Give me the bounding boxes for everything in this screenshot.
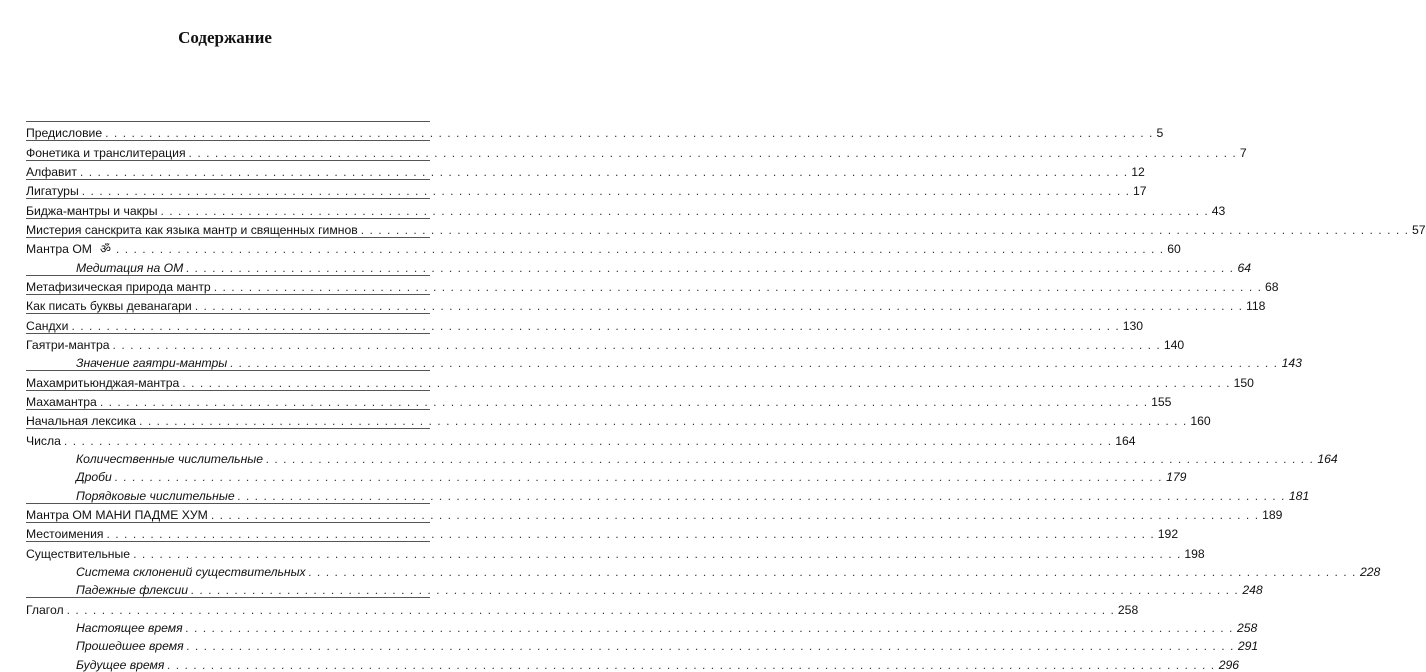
toc-entry[interactable] bbox=[26, 179, 1147, 199]
toc-page-number: 291 bbox=[1237, 639, 1259, 654]
dot-leader: . . . . . . . . . . . . . . . . . . . . . . . . . . . . . . . . . . . . . . . . . . . . . . . . . . . . . . . . . . . . . . . . . . . . . . . . . . . . . . . . . . . . . . . . . . . . . . . . . . . . . . . . . . . . . . . . . . . . . . . . bbox=[167, 657, 1216, 672]
toc-subentry[interactable] bbox=[26, 256, 1252, 275]
toc-entry[interactable] bbox=[26, 275, 1279, 294]
dot-leader: . . . . . . . . . . . . . . . . . . . . . . . . . . . . . . . . . . . . . . . . . . . . . . . . . . . . . . . . . . . . . . . . . . . . . . . . . . . . . . . . . . . . . . . . . . . . . . . . . . . . . . . . . . . . . . . . . . . . . . . . bbox=[186, 639, 1235, 654]
toc-entry-label: Махамантра bbox=[26, 394, 97, 409]
toc-entry[interactable] bbox=[26, 237, 1181, 257]
toc-subentry[interactable] bbox=[26, 484, 1310, 503]
toc-entry-label: Медитация на ОМ bbox=[76, 260, 184, 275]
toc-page-number: 179 bbox=[1166, 470, 1187, 485]
dot-leader: . . . . . . . . . . . . . . . . . . . . . . . . . . . . . . . . . . . . . . . . . . . . . . . . . . . . . . . . . . . . . . . . . . . . . . . . . . . . . . . . . . . . . . . . . . . . . . . . . . . . . . . . . . . . . . . . . . . . . . . . bbox=[139, 414, 1188, 429]
toc-entry-label: Падежные флексии bbox=[76, 583, 189, 598]
toc-subentry[interactable] bbox=[26, 466, 1187, 485]
toc-page-number: 164 bbox=[1115, 433, 1136, 448]
toc-entry[interactable] bbox=[26, 218, 1426, 237]
dot-leader: . . . . . . . . . . . . . . . . . . . . . . . . . . . . . . . . . . . . . . . . . . . . . . . . . . . . . . . . . . . . . . . . . . . . . . . . . . . . . . . . . . . . . . . . . . . . . . . . . . . . . . . . . . . . . . . . . . . . . . . . bbox=[185, 620, 1234, 635]
toc-page-number: 60 bbox=[1167, 242, 1181, 257]
toc-entry-label: Система склонений существительных bbox=[76, 564, 306, 579]
toc-entry[interactable] bbox=[26, 390, 1172, 409]
toc-page-number: 198 bbox=[1184, 546, 1205, 561]
dot-leader: . . . . . . . . . . . . . . . . . . . . . . . . . . . . . . . . . . . . . . . . . . . . . . . . . . . . . . . . . . . . . . . . . . . . . . . . . . . . . . . . . . . . . . . . . . . . . . . . . . . . . . . . . . . . . . . . . . . . . . . . bbox=[115, 242, 1165, 257]
om-symbol-icon: ॐ bbox=[99, 242, 111, 257]
toc-entry-label: Порядковые числительные bbox=[76, 488, 235, 503]
toc-entry-label: Махамритьюнджая-мантра bbox=[26, 375, 180, 390]
dot-leader: . . . . . . . . . . . . . . . . . . . . . . . . . . . . . . . . . . . . . . . . . . . . . . . . . . . . . . . . . . . . . . . . . . . . . . . . . . . . . . . . . . . . . . . . . . . . . . . . . . . . . . . . . . . . . . . . . . . . . . . . bbox=[210, 507, 1260, 522]
toc-page-number: 189 bbox=[1262, 507, 1283, 522]
toc-entry-label: Значение гаятри-мантры bbox=[76, 356, 228, 371]
toc-page-number: 5 bbox=[1156, 126, 1164, 141]
toc-entry[interactable] bbox=[26, 313, 1144, 333]
toc-page-number: 248 bbox=[1242, 583, 1263, 598]
dot-leader: . . . . . . . . . . . . . . . . . . . . . . . . . . . . . . . . . . . . . . . . . . . . . . . . . . . . . . . . . . . . . . . . . . . . . . . . . . . . . . . . . . . . . . . . . . . . . . . . . . . . . . . . . . . . . . . . . . . . . . . . bbox=[105, 126, 1154, 141]
toc-page-number: 140 bbox=[1163, 337, 1185, 352]
toc-entry[interactable] bbox=[26, 409, 1211, 429]
dot-leader: . . . . . . . . . . . . . . . . . . . . . . . . . . . . . . . . . . . . . . . . . . . . . . . . . . . . . . . . . . . . . . . . . . . . . . . . . . . . . . . . . . . . . . . . . . . . . . . . . . . . . . . . . . . . . . . . . . . . . . . . bbox=[160, 203, 1209, 218]
dot-leader: . . . . . . . . . . . . . . . . . . . . . . . . . . . . . . . . . . . . . . . . . . . . . . . . . . . . . . . . . . . . . . . . . . . . . . . . . . . . . . . . . . . . . . . . . . . . . . . . . . . . . . . . . . . . . . . . . . . . . . . . bbox=[99, 394, 1149, 409]
toc-entry-label: Мантра ОМ МАНИ ПАДМЕ ХУМ bbox=[26, 507, 208, 522]
toc-entry-label: Гаятри-мантра bbox=[26, 337, 110, 352]
dot-leader: . . . . . . . . . . . . . . . . . . . . . . . . . . . . . . . . . . . . . . . . . . . . . . . . . . . . . . . . . . . . . . . . . . . . . . . . . . . . . . . . . . . . . . . . . . . . . . . . . . . . . . . . . . . . . . . . . . . . . . . . bbox=[230, 356, 1279, 371]
toc-entry-label: Фонетика и транслитерация bbox=[26, 145, 186, 160]
toc-entry-label: Сандхи bbox=[26, 318, 69, 333]
toc-entry-label: Лигатуры bbox=[26, 184, 79, 199]
toc-entry[interactable] bbox=[26, 503, 1283, 522]
toc-entry[interactable] bbox=[26, 597, 1139, 617]
toc-page-number: 68 bbox=[1264, 279, 1279, 294]
dot-leader: . . . . . . . . . . . . . . . . . . . . . . . . . . . . . . . . . . . . . . . . . . . . . . . . . . . . . . . . . . . . . . . . . . . . . . . . . . . . . . . . . . . . . . . . . . . . . . . . . . . . . . . . . . . . . . . . . . . . . . . . bbox=[191, 583, 1240, 598]
toc-subentry[interactable] bbox=[26, 561, 1381, 579]
toc-page-number: 43 bbox=[1211, 203, 1226, 218]
toc-entry-label: Как писать буквы деванагари bbox=[26, 299, 192, 314]
toc-entry-label: Числа bbox=[26, 433, 61, 448]
page-title: Содержание bbox=[178, 28, 272, 47]
toc-entry-label: Будущее время bbox=[76, 657, 165, 672]
dot-leader: . . . . . . . . . . . . . . . . . . . . . . . . . . . . . . . . . . . . . . . . . . . . . . . . . . . . . . . . . . . . . . . . . . . . . . . . . . . . . . . . . . . . . . . . . . . . . . . . . . . . . . . . . . . . . . . . . . . . . . . . bbox=[194, 299, 1244, 314]
toc-entry-label: Глагол bbox=[26, 602, 64, 617]
toc-page-number: 64 bbox=[1237, 260, 1252, 275]
toc-entry-label: Начальная лексика bbox=[26, 414, 137, 429]
dot-leader: . . . . . . . . . . . . . . . . . . . . . . . . . . . . . . . . . . . . . . . . . . . . . . . . . . . . . . . . . . . . . . . . . . . . . . . . . . . . . . . . . . . . . . . . . . . . . . . . . . . . . . . . . . . . . . . . . . . . . . . . bbox=[81, 184, 1130, 199]
toc-page-number: 228 bbox=[1359, 564, 1381, 579]
dot-leader: . . . . . . . . . . . . . . . . . . . . . . . . . . . . . . . . . . . . . . . . . . . . . . . . . . . . . . . . . . . . . . . . . . . . . . . . . . . . . . . . . . . . . . . . . . . . . . . . . . . . . . . . . . . . . . . . . . . . . . . . bbox=[133, 546, 1182, 561]
dot-leader: . . . . . . . . . . . . . . . . . . . . . . . . . . . . . . . . . . . . . . . . . . . . . . . . . . . . . . . . . . . . . . . . . . . . . . . . . . . . . . . . . . . . . . . . . . . . . . . . . . . . . . . . . . . . . . . . . . . . . . . . bbox=[114, 470, 1164, 485]
toc-entry-label: Существительные bbox=[26, 546, 131, 561]
table-of-contents bbox=[26, 121, 1426, 672]
toc-entry[interactable] bbox=[26, 140, 1247, 160]
toc-subentry[interactable] bbox=[26, 579, 1263, 598]
dot-leader: . . . . . . . . . . . . . . . . . . . . . . . . . . . . . . . . . . . . . . . . . . . . . . . . . . . . . . . . . . . . . . . . . . . . . . . . . . . . . . . . . . . . . . . . . . . . . . . . . . . . . . . . . . . . . . . . . . . . . . . . bbox=[79, 164, 1129, 179]
toc-page-number: 150 bbox=[1233, 375, 1254, 390]
dot-leader: . . . . . . . . . . . . . . . . . . . . . . . . . . . . . . . . . . . . . . . . . . . . . . . . . . . . . . . . . . . . . . . . . . . . . . . . . . . . . . . . . . . . . . . . . . . . . . . . . . . . . . . . . . . . . . . . . . . . . . . . bbox=[213, 279, 1262, 294]
toc-entry-label: Прошедшее время bbox=[76, 639, 184, 654]
dot-leader: . . . . . . . . . . . . . . . . . . . . . . . . . . . . . . . . . . . . . . . . . . . . . . . . . . . . . . . . . . . . . . . . . . . . . . . . . . . . . . . . . . . . . . . . . . . . . . . . . . . . . . . . . . . . . . . . . . . . . . . . bbox=[308, 564, 1357, 579]
toc-entry-label: Мантра ОМ bbox=[26, 242, 92, 257]
dot-leader: . . . . . . . . . . . . . . . . . . . . . . . . . . . . . . . . . . . . . . . . . . . . . . . . . . . . . . . . . . . . . . . . . . . . . . . . . . . . . . . . . . . . . . . . . . . . . . . . . . . . . . . . . . . . . . . . . . . . . . . . bbox=[188, 145, 1237, 160]
toc-page-number: 164 bbox=[1317, 451, 1338, 466]
toc-entry-label: Метафизическая природа мантр bbox=[26, 279, 211, 294]
toc-page-number: 296 bbox=[1218, 657, 1240, 672]
dot-leader: . . . . . . . . . . . . . . . . . . . . . . . . . . . . . . . . . . . . . . . . . . . . . . . . . . . . . . . . . . . . . . . . . . . . . . . . . . . . . . . . . . . . . . . . . . . . . . . . . . . . . . . . . . . . . . . . . . . . . . . . bbox=[186, 260, 1235, 275]
toc-entry[interactable] bbox=[26, 121, 1164, 141]
dot-leader: . . . . . . . . . . . . . . . . . . . . . . . . . . . . . . . . . . . . . . . . . . . . . . . . . . . . . . . . . . . . . . . . . . . . . . . . . . . . . . . . . . . . . . . . . . . . . . . . . . . . . . . . . . . . . . . . . . . . . . . . bbox=[360, 222, 1410, 237]
toc-page-number: 181 bbox=[1288, 488, 1310, 503]
toc-subentry[interactable] bbox=[26, 352, 1302, 371]
toc-subentry[interactable] bbox=[26, 635, 1259, 654]
toc-subentry[interactable] bbox=[26, 653, 1240, 672]
toc-entry-label: Настоящее время bbox=[76, 620, 183, 635]
dot-leader: . . . . . . . . . . . . . . . . . . . . . . . . . . . . . . . . . . . . . . . . . . . . . . . . . . . . . . . . . . . . . . . . . . . . . . . . . . . . . . . . . . . . . . . . . . . . . . . . . . . . . . . . . . . . . . . . . . . . . . . . bbox=[66, 602, 1115, 617]
toc-entry[interactable] bbox=[26, 428, 1136, 448]
toc-page-number: 17 bbox=[1133, 184, 1147, 199]
toc-entry[interactable] bbox=[26, 198, 1226, 218]
toc-entry-label: Дроби bbox=[76, 470, 112, 485]
toc-entry-label: Местоимения bbox=[26, 527, 104, 542]
toc-subentry[interactable] bbox=[26, 448, 1338, 466]
toc-page-number: 258 bbox=[1117, 602, 1139, 617]
toc-page-number: 57 bbox=[1412, 222, 1426, 237]
toc-page-number: 118 bbox=[1246, 299, 1266, 314]
toc-entry[interactable] bbox=[26, 294, 1266, 314]
toc-page-number: 160 bbox=[1190, 414, 1211, 429]
toc-page-number: 155 bbox=[1151, 394, 1172, 409]
toc-entry-label: Предисловие bbox=[26, 126, 103, 141]
toc-entry-label: Мистерия санскрита как языка мантр и священных гимнов bbox=[26, 222, 358, 237]
toc-entry[interactable] bbox=[26, 522, 1179, 542]
dot-leader: . . . . . . . . . . . . . . . . . . . . . . . . . . . . . . . . . . . . . . . . . . . . . . . . . . . . . . . . . . . . . . . . . . . . . . . . . . . . . . . . . . . . . . . . . . . . . . . . . . . . . . . . . . . . . . . . . . . . . . . . bbox=[237, 488, 1286, 503]
toc-entry[interactable] bbox=[26, 370, 1254, 390]
toc-page-number: 192 bbox=[1157, 527, 1179, 542]
dot-leader: . . . . . . . . . . . . . . . . . . . . . . . . . . . . . . . . . . . . . . . . . . . . . . . . . . . . . . . . . . . . . . . . . . . . . . . . . . . . . . . . . . . . . . . . . . . . . . . . . . . . . . . . . . . . . . . . . . . . . . . . bbox=[266, 451, 1315, 466]
toc-page-number: 7 bbox=[1239, 145, 1247, 160]
toc-subentry[interactable] bbox=[26, 617, 1258, 635]
dot-leader: . . . . . . . . . . . . . . . . . . . . . . . . . . . . . . . . . . . . . . . . . . . . . . . . . . . . . . . . . . . . . . . . . . . . . . . . . . . . . . . . . . . . . . . . . . . . . . . . . . . . . . . . . . . . . . . . . . . . . . . . bbox=[71, 318, 1120, 333]
toc-page-number: 258 bbox=[1236, 620, 1258, 635]
toc-entry-label: Количественные числительные bbox=[76, 451, 264, 466]
toc-page-number: 130 bbox=[1122, 318, 1144, 333]
toc-page-number: 143 bbox=[1281, 356, 1302, 371]
dot-leader: . . . . . . . . . . . . . . . . . . . . . . . . . . . . . . . . . . . . . . . . . . . . . . . . . . . . . . . . . . . . . . . . . . . . . . . . . . . . . . . . . . . . . . . . . . . . . . . . . . . . . . . . . . . . . . . . . . . . . . . . bbox=[112, 337, 1161, 352]
toc-entry-label: Алфавит bbox=[26, 164, 77, 179]
toc-entry[interactable] bbox=[26, 541, 1205, 561]
dot-leader: . . . . . . . . . . . . . . . . . . . . . . . . . . . . . . . . . . . . . . . . . . . . . . . . . . . . . . . . . . . . . . . . . . . . . . . . . . . . . . . . . . . . . . . . . . . . . . . . . . . . . . . . . . . . . . . . . . . . . . . . bbox=[106, 527, 1155, 542]
toc-entry[interactable] bbox=[26, 333, 1185, 352]
toc-entry[interactable] bbox=[26, 160, 1145, 179]
dot-leader: . . . . . . . . . . . . . . . . . . . . . . . . . . . . . . . . . . . . . . . . . . . . . . . . . . . . . . . . . . . . . . . . . . . . . . . . . . . . . . . . . . . . . . . . . . . . . . . . . . . . . . . . . . . . . . . . . . . . . . . . bbox=[63, 433, 1113, 448]
dot-leader: . . . . . . . . . . . . . . . . . . . . . . . . . . . . . . . . . . . . . . . . . . . . . . . . . . . . . . . . . . . . . . . . . . . . . . . . . . . . . . . . . . . . . . . . . . . . . . . . . . . . . . . . . . . . . . . . . . . . . . . . bbox=[182, 375, 1231, 390]
toc-entry-label: Биджа-мантры и чакры bbox=[26, 203, 158, 218]
toc-page-number: 12 bbox=[1131, 164, 1145, 179]
